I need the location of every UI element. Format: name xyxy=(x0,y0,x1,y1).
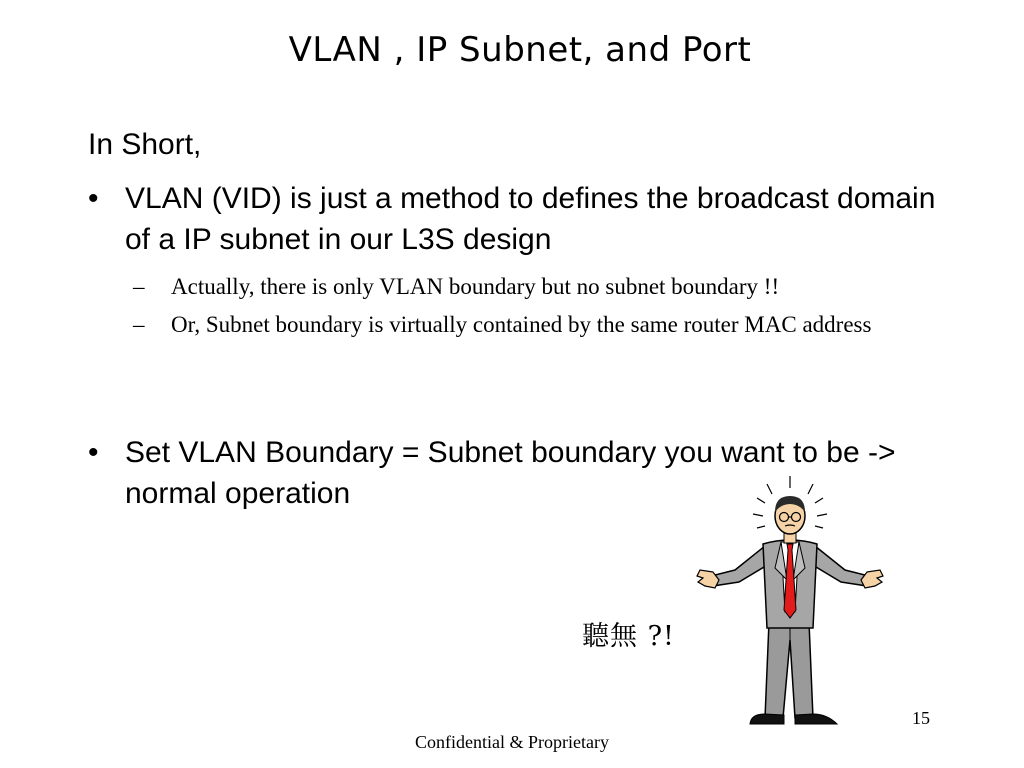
bullet-text: VLAN (VID) is just a method to defines the broadcast domain of a IP subnet in our L3S design xyxy=(125,182,936,256)
bullet-text: Set VLAN Boundary = Subnet boundary you want to be -> normal operation xyxy=(125,436,896,510)
sub-bullet-list xyxy=(88,270,948,342)
page-number: 15 xyxy=(912,708,930,728)
sub-bullet-marker: – xyxy=(133,312,145,337)
sub-bullet-text: Actually, there is only VLAN boundary but no subnet boundary !! xyxy=(171,274,780,299)
bullet-marker: • xyxy=(88,436,99,469)
sub-bullet-marker: – xyxy=(133,274,145,299)
confused-man-shrugging-icon xyxy=(695,472,885,734)
slide-title: VLAN , IP Subnet, and Port xyxy=(288,30,752,70)
sub-bullet-item xyxy=(125,308,948,342)
footer-text: Confidential & Proprietary xyxy=(415,732,609,752)
bullet-list-item xyxy=(88,178,948,346)
sub-bullet-item xyxy=(125,270,948,304)
intro-text: In Short, xyxy=(88,128,202,161)
exclamation-text: 聽無 ?! xyxy=(582,621,675,652)
bullet-marker: • xyxy=(88,182,99,215)
sub-bullet-text: Or, Subnet boundary is virtually contained by the same router MAC address xyxy=(171,312,872,337)
